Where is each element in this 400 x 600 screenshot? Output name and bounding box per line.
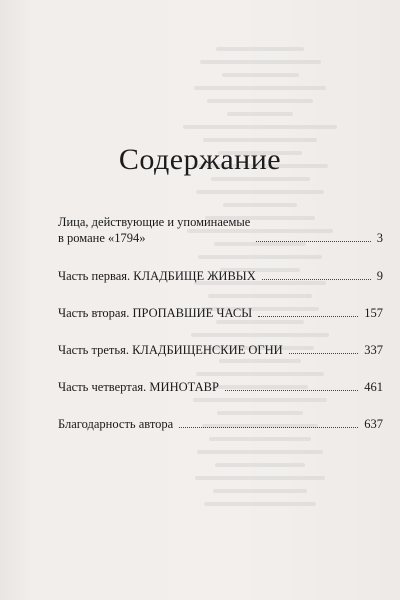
show-through-line: [183, 125, 337, 129]
toc-entry-label-line-1: Лица, действующие и упоминаемые: [58, 215, 251, 229]
dot-leader: [258, 316, 358, 317]
toc-entry-part-2: [58, 305, 383, 321]
toc-entry-label: Часть четвертая. МИНОТАВР: [58, 380, 219, 394]
show-through-line: [203, 138, 317, 142]
dot-leader: [262, 279, 371, 280]
show-through-line: [195, 476, 325, 480]
show-through-line: [213, 489, 308, 493]
toc-entry-part-1: [58, 268, 383, 284]
toc-entry-label: Часть третья. КЛАДБИЩЕНСКИЕ ОГНИ: [58, 343, 283, 357]
toc-entry-label: [58, 214, 250, 246]
toc-entry-characters: [58, 214, 383, 246]
toc-entry-part-4: [58, 379, 383, 395]
toc-entry-part-3: [58, 342, 383, 358]
toc-entry-page: 637: [364, 417, 383, 431]
show-through-line: [216, 47, 304, 51]
show-through-line: [196, 190, 324, 194]
show-through-line: [223, 203, 298, 207]
show-through-line: [222, 73, 299, 77]
table-of-contents: [58, 214, 383, 453]
show-through-line: [200, 60, 321, 64]
dot-leader: [179, 427, 358, 428]
toc-entry-page: 3: [376, 231, 383, 245]
toc-entry-label: Часть вторая. ПРОПАВШИЕ ЧАСЫ: [58, 306, 253, 320]
toc-entry-page: 157: [364, 306, 383, 320]
show-through-line: [227, 112, 293, 116]
toc-entry-page: 337: [364, 343, 383, 357]
dot-leader: [225, 390, 358, 391]
show-through-line: [211, 177, 310, 181]
show-through-line: [215, 463, 305, 467]
show-through-line: [194, 86, 326, 90]
toc-entry-label: Часть первая. КЛАДБИЩЕ ЖИВЫХ: [58, 269, 256, 283]
toc-entry-label: Благодарность автора: [58, 417, 174, 431]
toc-entry-label-line-2: в романе «1794»: [58, 231, 146, 245]
show-through-line: [207, 99, 313, 103]
toc-entry-page: 461: [364, 380, 383, 394]
toc-entry-acknowledgements: [58, 416, 383, 432]
dot-leader: [289, 353, 359, 354]
page-title: Содержание: [118, 143, 282, 176]
toc-entry-page: 9: [376, 269, 383, 283]
dot-leader: [256, 241, 370, 242]
show-through-line: [204, 502, 316, 506]
